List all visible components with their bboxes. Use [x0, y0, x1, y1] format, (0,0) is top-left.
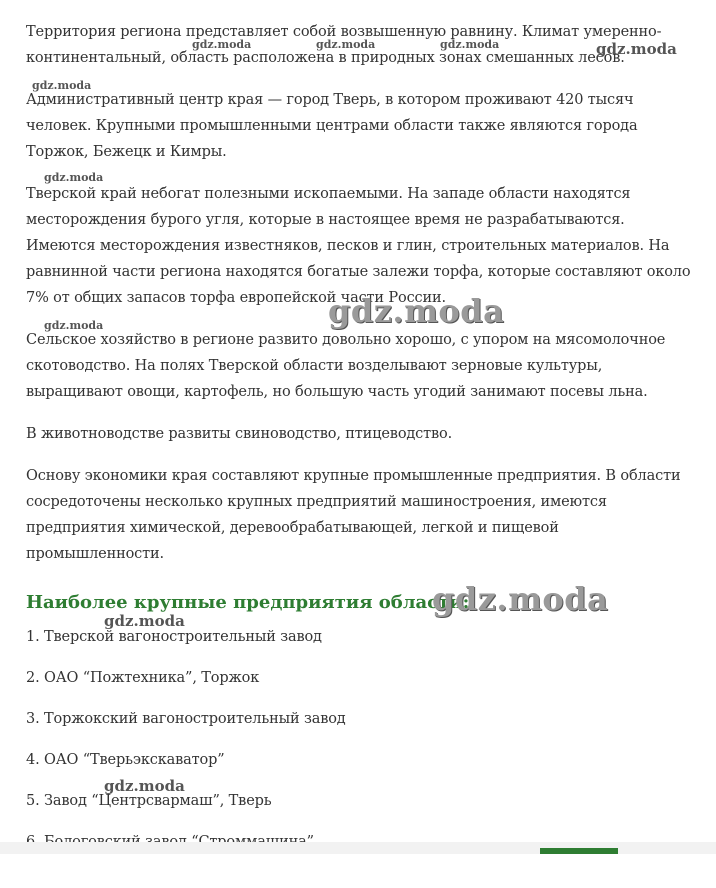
watermark: gdz.moda	[192, 38, 252, 51]
paragraph-territory: Территория региона представляет собой возвышенную равнину. Климат умеренно-континентальный, область расположена в природных зонах смешанных лесов.	[26, 24, 662, 66]
watermark: gdz.moda	[104, 612, 185, 630]
watermark: gdz.moda	[44, 171, 104, 184]
paragraph-minerals: Тверской край небогат полезными ископаемыми. На западе области находятся месторождения бурого угля, которые в настоящее время не разрабатываются. Имеются месторождения известняков, песков и глин, строительных материалов. На равнинной части региона находятся богатые залежи торфа, которые составляют около 7% от общих запасов торфа европейской части России.	[26, 186, 691, 306]
paragraph-livestock: В животноводстве развиты свиноводство, птицеводство.	[26, 426, 453, 442]
list-item: 2. ОАО “Пожтехника”, Торжок	[26, 670, 260, 686]
watermark: gdz.moda	[432, 580, 609, 618]
list-item: 1. Тверской вагоностроительный завод	[26, 629, 322, 645]
watermark: gdz.moda	[328, 292, 505, 330]
watermark: gdz.moda	[440, 38, 500, 51]
paragraph-admin-center: Административный центр края — город Тверь, в котором проживают 420 тысяч человек. Крупными промышленными центрами области также являются города Торжок, Бежецк и Кимры.	[26, 92, 638, 160]
paragraph-agriculture: Сельское хозяйство в регионе развито довольно хорошо, с упором на мясомолочное скотоводство. На полях Тверской области возделывают зерновые культуры, выращивают овощи, картофель, но большую часть угодий занимают посевы льна.	[26, 332, 666, 400]
article-body	[26, 19, 698, 852]
watermark: gdz.moda	[596, 40, 677, 58]
enterprises-heading: Наиболее крупные предприятия области:	[26, 592, 470, 613]
paragraph-economy: Основу экономики края составляют крупные промышленные предприятия. В области сосредоточены несколько крупных предприятий машиностроения, имеются предприятия химической, деревообрабатывающей, легкой и пищевой промышленности.	[26, 468, 681, 562]
list-item: 5. Завод “Центрсвармаш”, Тверь	[26, 793, 272, 809]
watermark: gdz.moda	[316, 38, 376, 51]
list-item: 4. ОАО “Тверьэкскаватор”	[26, 752, 225, 768]
watermark: gdz.moda	[32, 79, 92, 92]
watermark: gdz.moda	[44, 319, 104, 332]
list-item: 3. Торжокский вагоностроительный завод	[26, 711, 346, 727]
enterprises-list	[26, 627, 698, 852]
watermark: gdz.moda	[104, 777, 185, 795]
footer-accent	[540, 848, 618, 854]
